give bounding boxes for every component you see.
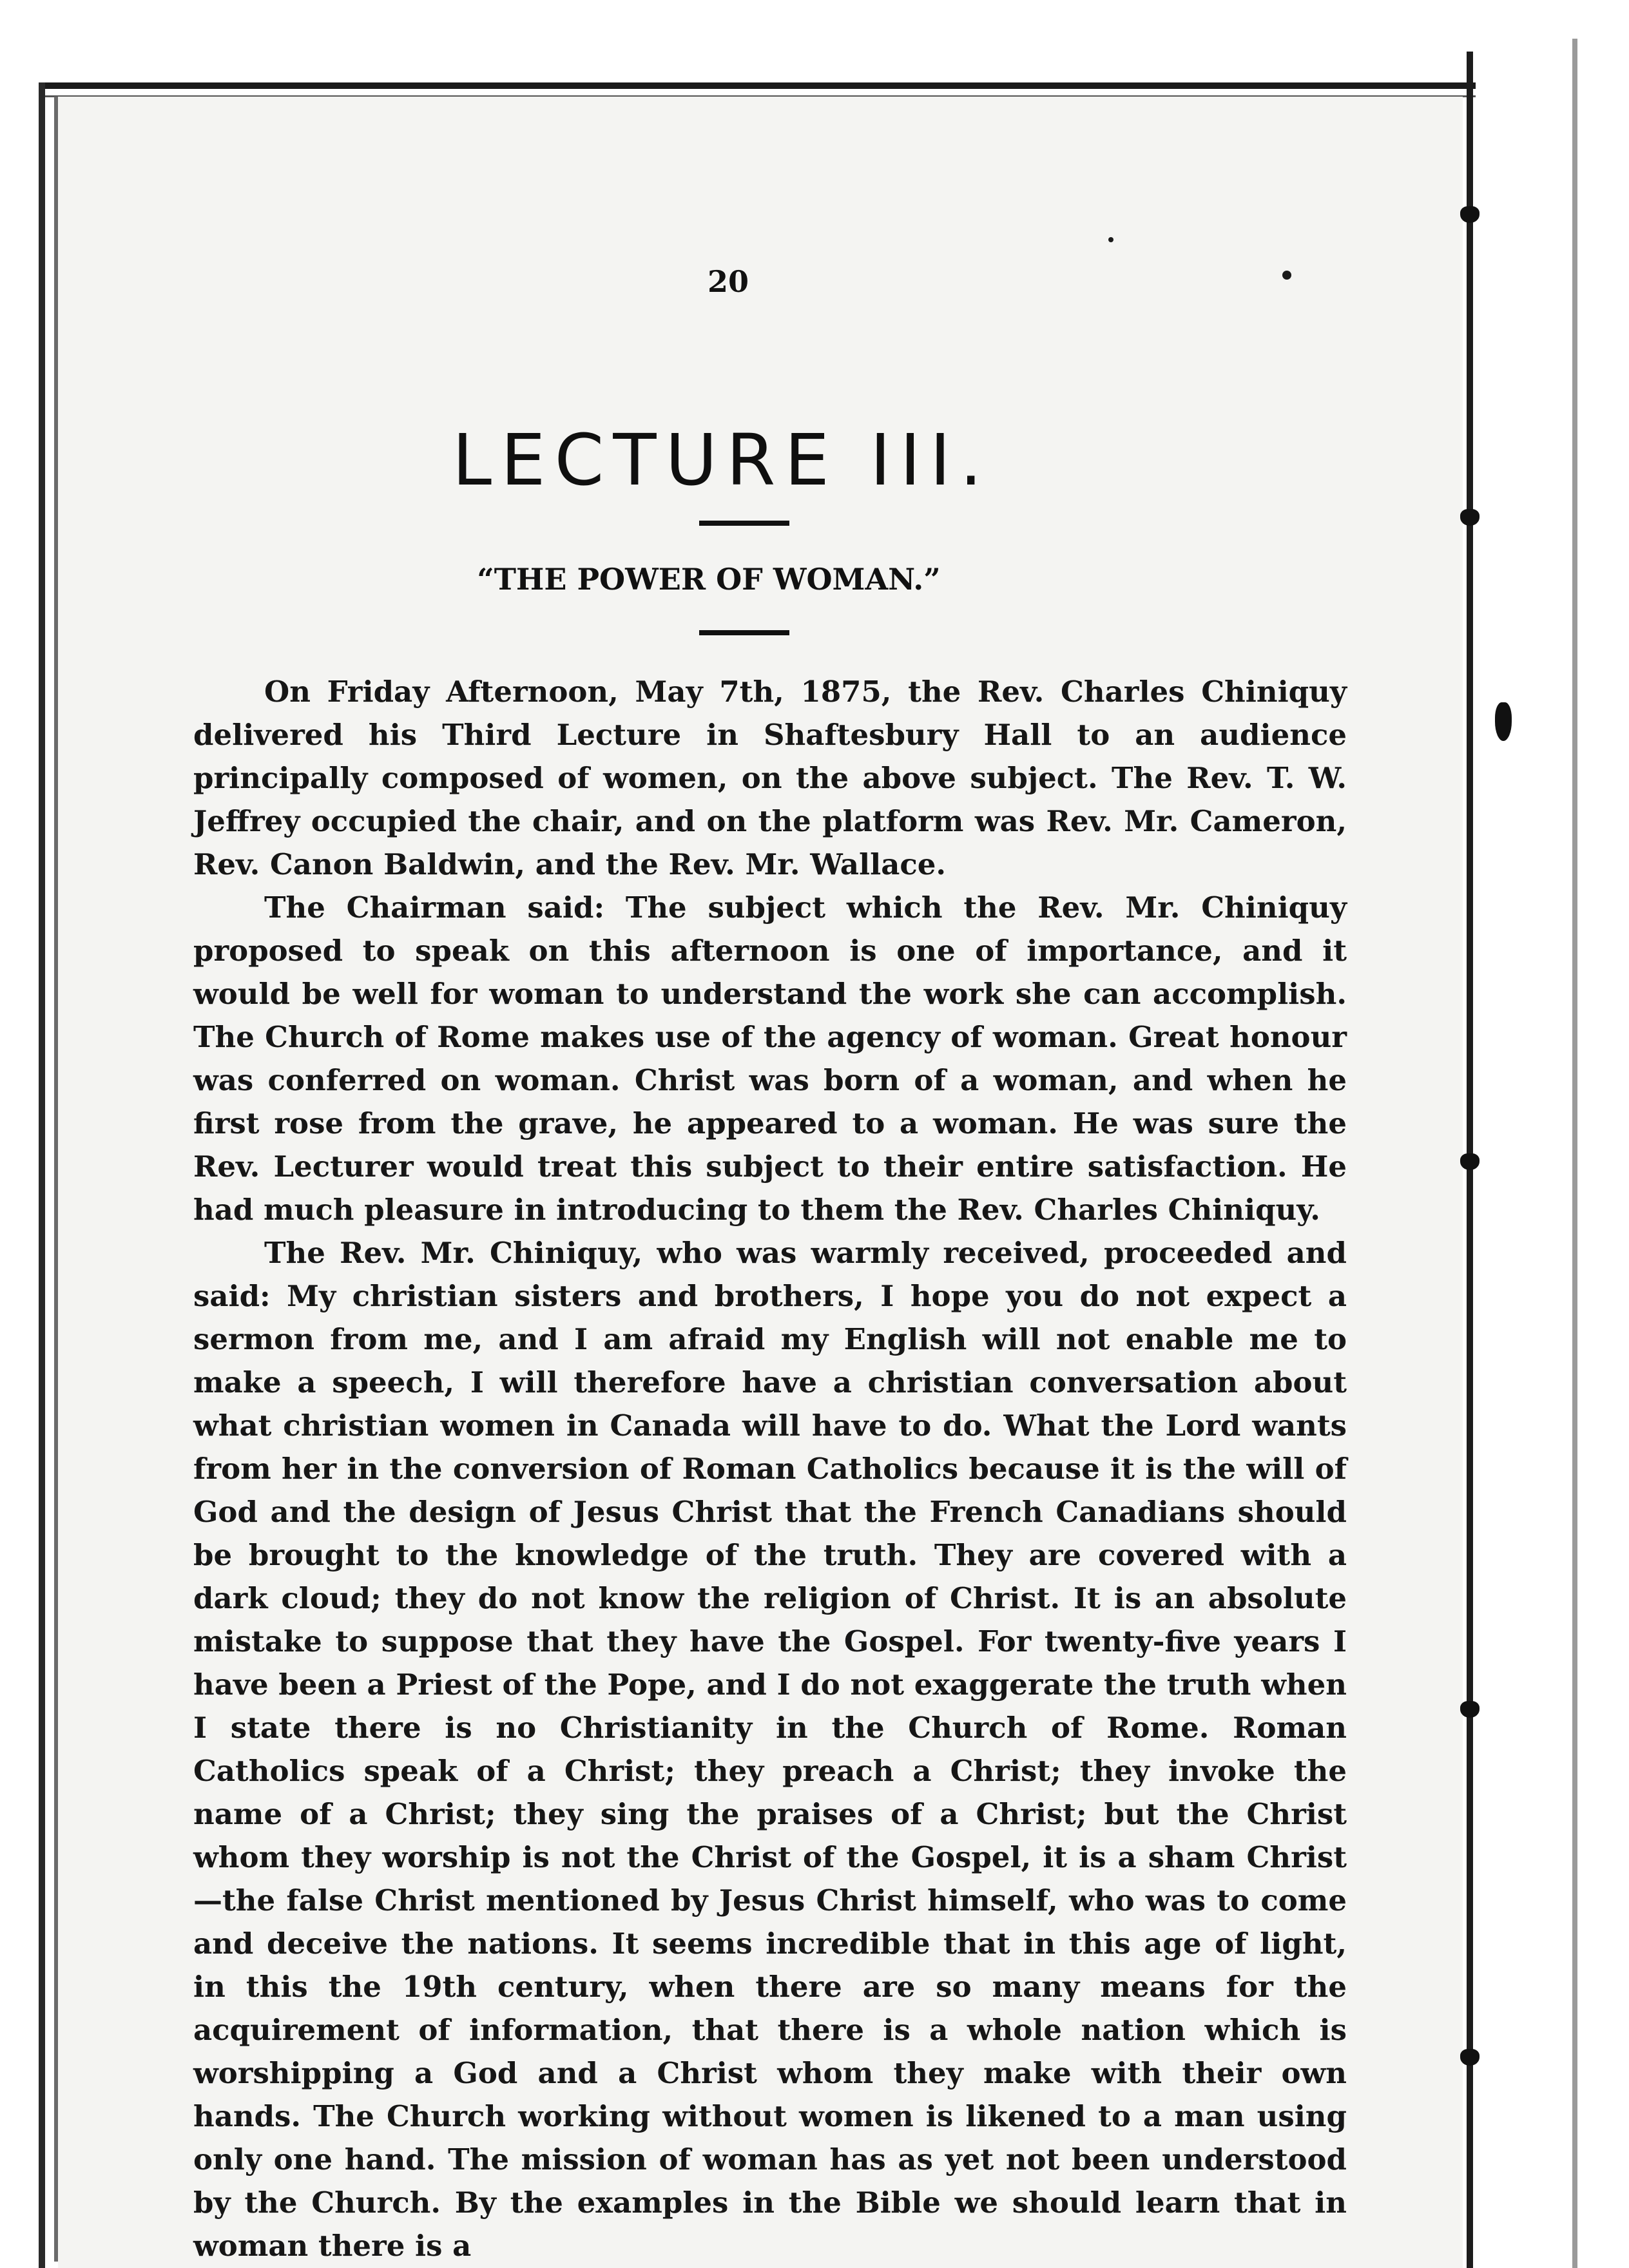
binding-mark	[1495, 702, 1512, 741]
binding-strip	[1572, 39, 1577, 2268]
title-divider	[699, 521, 789, 526]
right-margin	[1476, 39, 1629, 2268]
ink-speck	[1282, 271, 1291, 280]
lecture-title: LECTURE III.	[452, 419, 992, 501]
paragraph: The Rev. Mr. Chiniquy, who was warmly received, proceeded and said: My christian sisters and brothers, I hope you do not expect a sermon from me, and I am afraid my English will not enable me to make a speech, I will therefore have a christian conversation about what christian women in Canada will have to do. What the Lord wants from her in the conversion of Roman Catholics because it is the will of God and the design of Jesus Christ that the French Canadians should be brought to the knowledge of the truth. They are covered with a dark cloud; they do not know the religion of Christ. It is an absolute mistake to suppose that they have the Gospel. For twenty-five years I have been a Priest of the Pope, and I do not exaggerate the truth when I state there is no Christianity in the Church of Rome. Roman Catholics speak of a Christ; they preach a Christ; they invoke the name of a Christ; they sing the praises of a Christ; but the Christ whom they worship is not the Christ of the Gospel, it is a sham Christ—the false Christ mentioned by Jesus Christ himself, who was to come and deceive the nations. It seems incredible that in this age of light, in this the 19th century, when there are so many means for the acquirement of information, that there is a whole nation which is worshipping a God and a Christ whom they make with their own hands. The Church working without women is likened to a man using only one hand. The mission of woman has as yet not been understood by the Church. By the examples in the Bible we should learn that in woman there is a	[193, 1236, 1347, 2263]
paragraph: The Chairman said: The subject which the Rev. Mr. Chiniquy proposed to speak on this afternoon is one of importance, and it would be well for woman to understand the work she can accomplish. The Church of Rome makes use of the agency of woman. Great honour was conferred on woman. Christ was born of a woman, and when he first rose from the grave, he appeared to a woman. He was sure the Rev. Lecturer would treat this subject to their entire satisfaction. He had much pleasure in introducing to them the Rev. Charles Chiniquy.	[193, 890, 1347, 1227]
ink-speck	[1108, 237, 1113, 242]
binding-mark	[1460, 1701, 1480, 1718]
binding-mark	[1460, 206, 1480, 223]
page-number: 20	[707, 264, 749, 299]
binding-mark	[1460, 2049, 1480, 2066]
binding-mark	[1460, 509, 1480, 526]
subtitle-divider	[699, 630, 789, 635]
page-top-edge	[39, 82, 1476, 89]
paragraph: On Friday Afternoon, May 7th, 1875, the Rev. Charles Chiniquy delivered his Third Lecture in Shaftesbury Hall to an audience principally composed of women, on the above subject. The Rev. T. W. Jeffrey occupied the chair, and on the platform was Rev. Mr. Cameron, Rev. Canon Baldwin, and the Rev. Mr. Wallace.	[193, 675, 1347, 881]
binding-mark	[1460, 1153, 1480, 1170]
body-text	[193, 670, 1347, 2267]
lecture-subtitle: “THE POWER OF WOMAN.”	[477, 562, 941, 597]
page-left-edge	[39, 82, 45, 2268]
